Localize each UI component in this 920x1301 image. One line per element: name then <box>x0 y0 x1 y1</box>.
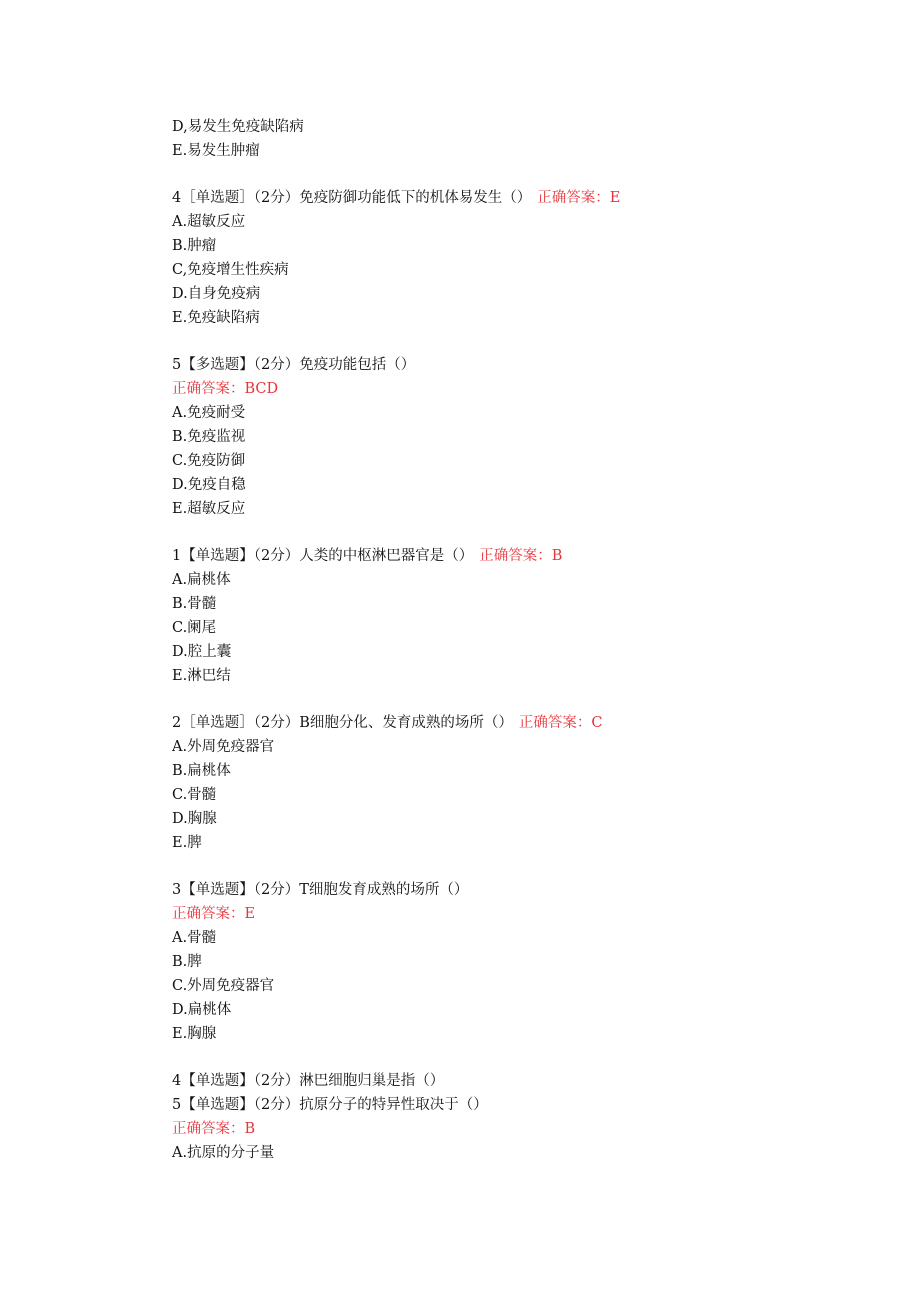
option-line: A.免疫耐受 <box>172 405 246 421</box>
spacer <box>172 1046 872 1069</box>
option-line: D.腔上囊 <box>172 644 232 660</box>
option-line: B.脾 <box>172 954 202 970</box>
option-line: B.扁桃体 <box>172 763 231 779</box>
option-line: C.骨髓 <box>172 787 217 803</box>
question-stem: 5【单选题】（2分）抗原分子的特异性取决于（） <box>172 1097 488 1113</box>
question-stem: 2［单选题］（2分）B细胞分化、发育成熟的场所（） <box>172 715 513 731</box>
question-stem: 4［单选题］（2分）免疫防御功能低下的机体易发生（） <box>172 190 532 206</box>
spacer <box>172 688 872 711</box>
question-block <box>172 353 872 521</box>
option-line: B.肿瘤 <box>172 238 217 254</box>
option-line: E.淋巴结 <box>172 668 231 684</box>
option-line: A.抗原的分子量 <box>172 1145 275 1161</box>
option-line: A.扁桃体 <box>172 572 231 588</box>
option-line: D,易发生免疫缺陷病 <box>172 119 304 135</box>
spacer <box>172 521 872 544</box>
spacer <box>172 163 872 186</box>
question-block <box>172 711 872 855</box>
option-line: E.胸腺 <box>172 1026 217 1042</box>
question-stem-line <box>172 544 872 568</box>
option-line: C.阑尾 <box>172 620 217 636</box>
spacer <box>172 855 872 878</box>
option-line: D.自身免疫病 <box>172 286 261 302</box>
option-line: C,免疫增生性疾病 <box>172 262 289 278</box>
correct-answer: 正确答案：C <box>518 715 603 731</box>
question-block <box>172 186 872 330</box>
question-block <box>172 878 872 1046</box>
option-line: B.骨髓 <box>172 596 217 612</box>
correct-answer: 正确答案：BCD <box>172 381 279 397</box>
correct-answer: 正确答案：E <box>172 906 256 922</box>
correct-answer: 正确答案：B <box>479 548 563 564</box>
option-line: A.超敏反应 <box>172 214 246 230</box>
option-line: E.免疫缺陷病 <box>172 310 260 326</box>
option-line: D.扁桃体 <box>172 1002 232 1018</box>
question-stem-line <box>172 711 872 735</box>
question-block <box>172 544 872 688</box>
option-line: E.超敏反应 <box>172 501 246 517</box>
option-line: E.脾 <box>172 835 202 851</box>
option-line: A.骨髓 <box>172 930 217 946</box>
question-stem: 4【单选题】（2分）淋巴细胞归巢是指（） <box>172 1073 445 1089</box>
question-stem: 3【单选题】（2分）T细胞发育成熟的场所（） <box>172 882 469 898</box>
option-line: D.胸腺 <box>172 811 217 827</box>
option-line: D.免疫自稳 <box>172 477 246 493</box>
question-block <box>172 1069 872 1093</box>
correct-answer: 正确答案：E <box>537 190 621 206</box>
correct-answer: 正确答案：B <box>172 1121 256 1137</box>
question-stem: 1【单选题】（2分）人类的中枢淋巴器官是（） <box>172 548 474 564</box>
spacer <box>172 330 872 353</box>
option-line: C.外周免疫器官 <box>172 978 275 994</box>
question-stem: 5【多选题】（2分）免疫功能包括（） <box>172 357 416 373</box>
option-line: C.免疫防御 <box>172 453 246 469</box>
question-stem-line <box>172 186 872 210</box>
option-line: B.免疫监视 <box>172 429 246 445</box>
option-line: A.外周免疫器官 <box>172 739 275 755</box>
question-block <box>172 1093 872 1165</box>
document-page <box>172 115 872 1165</box>
option-line: E.易发生肿瘤 <box>172 143 260 159</box>
